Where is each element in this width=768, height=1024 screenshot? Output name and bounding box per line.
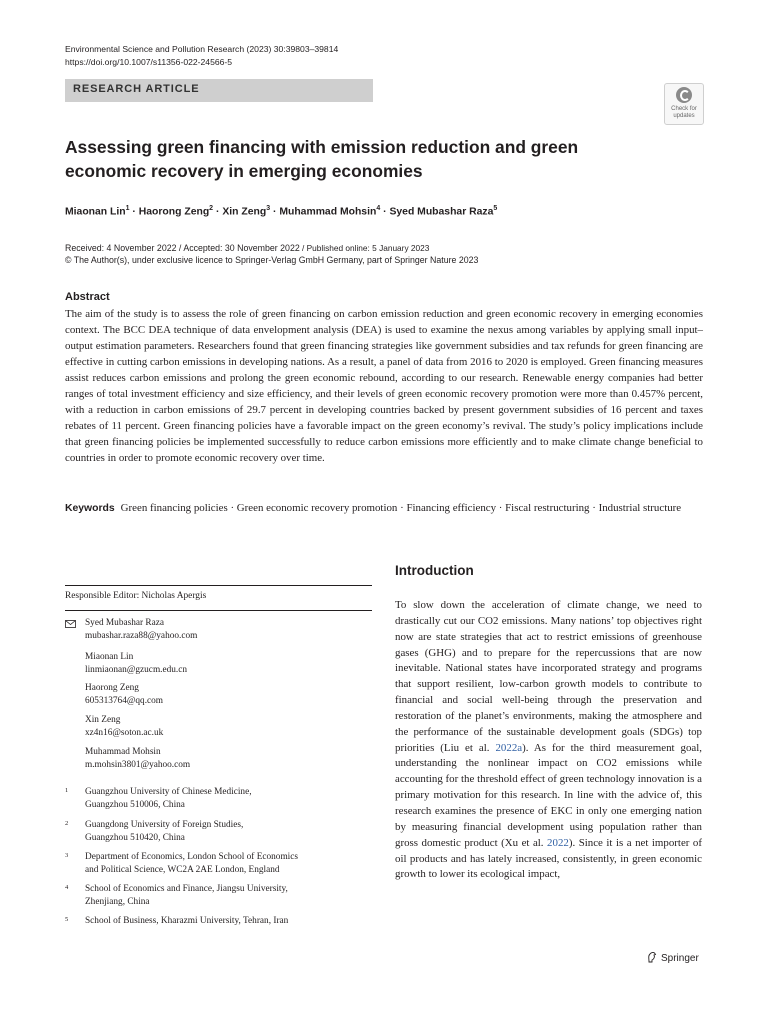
author-name[interactable]: Syed Mubashar Raza <box>389 206 494 218</box>
author-affiliation-marker: 2 <box>209 205 214 212</box>
affiliation-line: School of Economics and Finance, Jiangsu University, <box>85 884 288 894</box>
contact-email[interactable]: m.mohsin3801@yahoo.com <box>85 760 191 771</box>
doi-link[interactable]: https://doi.org/10.1007/s11356-022-24566-5 <box>65 57 233 67</box>
check-updates-text-2: updates <box>673 113 695 119</box>
author-name[interactable]: Haorong Zeng <box>138 206 210 218</box>
title-line-2: economic recovery in emerging economies <box>65 160 423 181</box>
publisher-logo <box>647 951 699 964</box>
journal-citation: Environmental Science and Pollution Research (2023) 30:39803–39814 <box>65 44 339 54</box>
citation-link[interactable]: 2022a <box>495 741 523 754</box>
introduction-heading: Introduction <box>395 563 474 578</box>
affiliation-number: 4 <box>65 884 69 891</box>
citation-link[interactable]: 2022 <box>547 836 569 849</box>
affiliation-line: Department of Economics, London School of Economics <box>85 852 299 862</box>
affiliation-number: 2 <box>65 820 69 827</box>
contact-name: Haorong Zeng <box>85 683 139 693</box>
affiliation-number: 5 <box>65 916 69 923</box>
check-updates-text-1: Check for <box>671 106 697 112</box>
author-contact <box>85 651 187 677</box>
affiliation-line: Zhenjiang, China <box>85 897 150 908</box>
affiliation-line: Guangzhou 510420, China <box>85 833 185 844</box>
contact-name: Miaonan Lin <box>85 652 134 662</box>
keywords <box>65 500 703 517</box>
abstract-heading: Abstract <box>65 291 110 303</box>
intro-paragraph-part: ). Since it is a net importer of oil products and has lately increased, consistently, in green economic growth to lower its ecological impact, <box>395 836 702 881</box>
author-affiliation-marker: 4 <box>376 205 381 212</box>
abstract-text: The aim of the study is to assess the role of green financing on carbon emission reduction and green economic recovery in emerging economies context. The BCC DEA technique of data envelopment analysis (DEA) is used to examine the nexus among variables by applying small input–output estimation parameters. Researchers found that green financing strategies like government subsidies and tax refunds for green financing are effective in cutting carbon emissions in developing nations. As a result, a panel of data from 2016 to 2020 is employed. Green financing measures assist reduces carbon emissions and prolong the green economic rebound, according to our research. Renewable energy companies had better ranges of total investment efficiency and size efficiency, and their levels of green economic recovery promotion were more than 0.457% percent, with a reduction in carbon emissions of 29.7 percent in developing countries backed by present government subsidies of 16 percent and taxes rebates of 11 percent. Green financing policies have a favorable impact on the green economy’s revival. The study’s policy implications include that green financing policies be implemented successfully to reduce carbon emissions more efficiently and to make climate change beneficial to countries in order to promote economic recovery over time. <box>65 308 703 464</box>
copyright-notice: © The Author(s), under exclusive licence to Springer-Verlag GmbH Germany, part of Springer Nature 2023 <box>65 255 479 265</box>
contact-name: Syed Mubashar Raza <box>85 618 165 628</box>
received-accepted-dates: Received: 4 November 2022 / Accepted: 30 November 2022 <box>65 243 300 253</box>
check-for-updates-badge[interactable] <box>664 83 704 125</box>
author-name[interactable]: Miaonan Lin <box>65 206 126 218</box>
responsible-editor: Responsible Editor: Nicholas Apergis <box>65 591 207 601</box>
author-contact <box>85 714 163 740</box>
contact-email[interactable]: mubashar.raza88@yahoo.com <box>85 631 198 642</box>
keywords-label: Keywords <box>65 503 115 514</box>
article-type-banner <box>65 79 373 102</box>
springer-horse-icon <box>647 951 657 963</box>
footnote-divider <box>65 585 372 586</box>
intro-paragraph-part: To slow down the acceleration of climate change, we need to drastically cut our CO2 emissions. Many nations’ top objectives right now are state strategies that act to restrict emissions of greenhouse gases (GHG) and to prepare for the repercussions that are now inevitable. National states have incorporated strategy and programs that support resilient, low-carbon growth models to contribute to financial and social well-being through the preservation and restoration of the planet’s environments, making the atmosphere and the performance of the sustainable development goals (SDGs) top priorities (Liu et al. <box>395 599 702 754</box>
affiliation-number: 1 <box>65 787 69 794</box>
paper-title <box>65 136 625 183</box>
publisher-name: Springer <box>661 953 699 964</box>
contact-name: Xin Zeng <box>85 715 121 725</box>
affiliation-line: Guangdong University of Foreign Studies, <box>85 820 244 830</box>
envelope-icon <box>65 620 76 628</box>
publication-dates <box>65 242 429 255</box>
affiliation-line: Guangzhou University of Chinese Medicine, <box>85 787 252 797</box>
author-list: Miaonan Lin$^1$ · Haorong Zeng$^2$ · Xin Zeng$^3$ · Muhammad Mohsin$^4$ · Syed Mubashar Raza$^5$ <box>65 205 498 218</box>
affiliation-line: and Political Science, WC2A 2AE London, England <box>85 865 280 876</box>
affiliation-number: 3 <box>65 852 69 859</box>
contact-email[interactable]: 605313764@qq.com <box>85 696 164 707</box>
title-line-1: Assessing green financing with emission reduction and green <box>65 137 579 157</box>
author-contact <box>85 682 163 708</box>
corresponding-author-contact <box>85 617 197 643</box>
published-online-date: / Published online: 5 January 2023 <box>299 243 430 253</box>
author-affiliation-marker: 3 <box>266 205 271 212</box>
keywords-text: Green financing policies · Green economic recovery promotion · Financing efficiency · Fiscal restructuring · Industrial structure <box>120 502 682 514</box>
article-type-label: RESEARCH ARTICLE <box>73 83 200 95</box>
introduction-text <box>395 598 702 883</box>
affiliation-line: Guangzhou 510006, China <box>85 800 185 811</box>
author-affiliation-marker: 1 <box>125 205 130 212</box>
affiliation-line: School of Business, Kharazmi University, Tehran, Iran <box>85 916 289 926</box>
author-name[interactable]: Xin Zeng <box>222 206 267 218</box>
contact-name: Muhammad Mohsin <box>85 747 161 757</box>
check-updates-icon <box>676 87 692 103</box>
intro-paragraph-part: ). As for the third measurement goal, understanding the nonlinear impact on CO2 emissions while accounting for the threshold effect of green technology innovation is a primary motivation for this research. In line with the advice of, this research examines the presence of EKC in only one emerging nation by measuring financial development using population rather than gross domestic product (Xu et al. <box>395 741 703 849</box>
footnote-divider <box>65 610 372 611</box>
contact-email[interactable]: linmiaonan@gzucm.edu.cn <box>85 665 188 676</box>
author-contact <box>85 746 190 772</box>
contact-email[interactable]: xz4n16@soton.ac.uk <box>85 728 164 739</box>
author-affiliation-marker: 5 <box>493 205 498 212</box>
author-name[interactable]: Muhammad Mohsin <box>279 206 377 218</box>
